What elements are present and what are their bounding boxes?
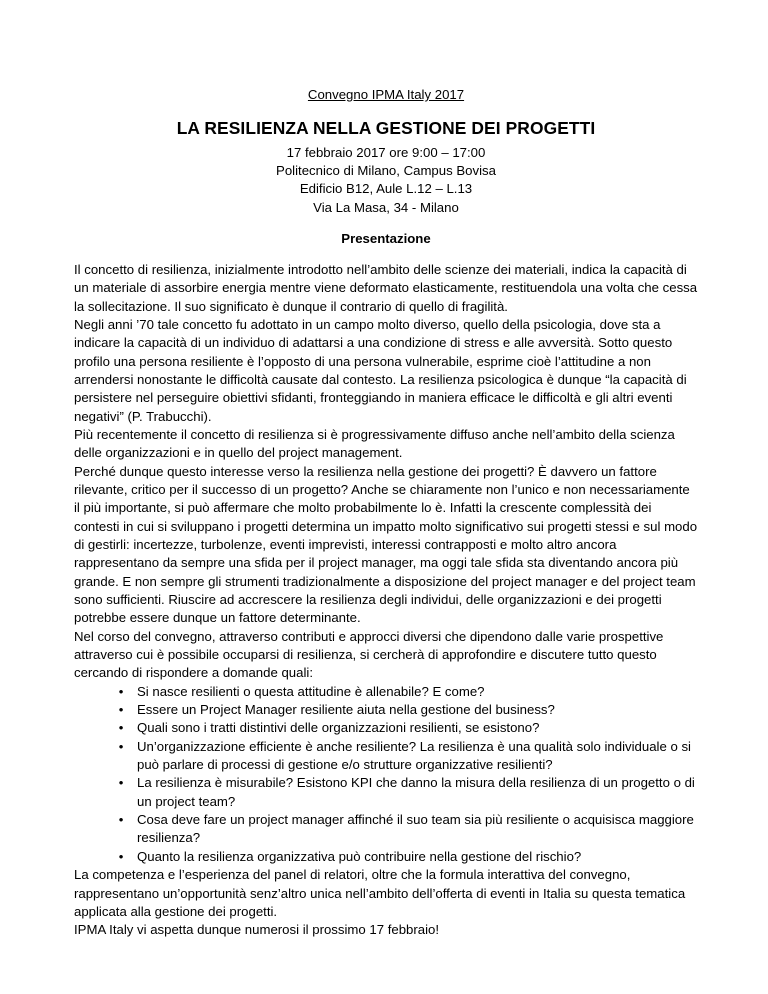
presentation-body (74, 261, 698, 940)
bullet-icon: • (118, 738, 124, 754)
bullet-icon: • (118, 775, 124, 791)
list-item: • Si nasce resilienti o questa attitudine è allenabile? E come? (116, 683, 698, 701)
paragraph-why: Perché dunque questo interesse verso la resilienza nella gestione dei progetti? È davvero un fattore rilevante, critico per il successo di un progetto? Anche se chiaramente non l’unico e non necessariamente il più importante, si può affermare che molto probabilmente lo è. Infatti la crescente complessità dei contesti in cui si sviluppano i progetti determina un impatto molto significativo sui progetti stessi e sul modo di gestirli: incertezze, turbolenze, eventi imprevisti, interessi contrapposti e molto altro ancora rappresentano da sempre una sfida per il project manager, ma oggi tale sfida sta diventando ancora più grande. E non sempre gli strumenti tradizionalmente a disposizione del project manager e del project team sono sufficienti. Riuscire ad accrescere la resilienza degli individui, delle organizzazioni e dei progetti potrebbe essere dunque un fattore determinante. (74, 463, 698, 626)
list-item: • Quanto la resilienza organizzativa può contribuire nella gestione del rischio? (116, 848, 698, 866)
bullet-icon: • (118, 720, 124, 736)
paragraph-invitation: IPMA Italy vi aspetta dunque numerosi il prossimo 17 febbraio! (74, 922, 440, 938)
event-address: Via La Masa, 34 - Milano (313, 199, 459, 215)
bullet-icon: • (118, 702, 124, 718)
list-item: • La resilienza è misurabile? Esistono KPI che danno la misura della resilienza di un progetto o di un project team? (116, 774, 698, 811)
paragraph-organizations: Più recentemente il concetto di resilienza si è progressivamente diffuso anche nell’ambito della scienza delle organizzazioni e in quello del project management. (74, 426, 675, 461)
list-item: • Essere un Project Manager resiliente aiuta nella gestione del business? (116, 701, 698, 719)
list-item: • Quali sono i tratti distintivi delle organizzazioni resilienti, se esistono? (116, 719, 698, 737)
event-room: Edificio B12, Aule L.12 – L.13 (299, 181, 473, 197)
event-kicker: Convegno IPMA Italy 2017 (307, 87, 465, 102)
paragraph-conference: Nel corso del convegno, attraverso contributi e approcci diversi che dipendono dalle varie prospettive attraverso cui è possibile occuparsi di resilienza, si cercherà di approfondire e discutere tutto questo cercando di rispondere a domande quali: (74, 628, 664, 681)
list-item: • Cosa deve fare un project manager affinché il suo team sia più resiliente o acquisisca maggiore resilienza? (116, 811, 698, 848)
section-heading: Presentazione (341, 230, 431, 246)
paragraph-materials: Il concetto di resilienza, inizialmente introdotto nell’ambito delle scienze dei materiali, indica la capacità di un materiale di assorbire energia mentre viene deformato elasticamente, restituendola una volta che cessa la sollecitazione. Il suo significato è dunque il contrario di quello di fragilità. (74, 261, 698, 314)
paragraph-panel: La competenza e l’esperienza del panel di relatori, oltre che la formula interattiva del convegno, rappresentano un’opportunità senz’altro unica nell’ambito dell’offerta di eventi in Italia su questa tematica applicata alla gestione dei progetti. (74, 867, 686, 919)
paragraph-psychology: Negli anni ’70 tale concetto fu adottato in un campo molto diverso, quello della psicologia, dove sta a indicare la capacità di un individuo di adattarsi a una condizione di stress e alle avversità. Sotto questo profilo una persona resiliente è l’opposto di una persona vulnerabile, esprime cioè l’attitudine a non arrendersi nonostante le difficoltà causate dal contesto. La resilienza psicologica è dunque “la capacità di persistere nel perseguire obiettivi sfidanti, fronteggiando in maniera efficace le difficoltà e gli altri eventi negativi” (P. Trabucchi). (74, 316, 687, 424)
event-venue: Politecnico di Milano, Campus Bovisa (276, 163, 496, 179)
event-info (74, 144, 698, 217)
question-list (74, 683, 698, 866)
bullet-icon: • (118, 683, 124, 699)
bullet-icon: • (118, 848, 124, 864)
bullet-icon: • (118, 812, 124, 828)
list-item: • Un’organizzazione efficiente è anche resiliente? La resilienza è una qualità solo individuale o si può parlare di processi di gestione e/o strutture organizzative resilienti? (116, 738, 698, 775)
event-date-time: 17 febbraio 2017 ore 9:00 – 17:00 (286, 145, 486, 160)
document-title: LA RESILIENZA NELLA GESTIONE DEI PROGETTI (176, 118, 596, 138)
